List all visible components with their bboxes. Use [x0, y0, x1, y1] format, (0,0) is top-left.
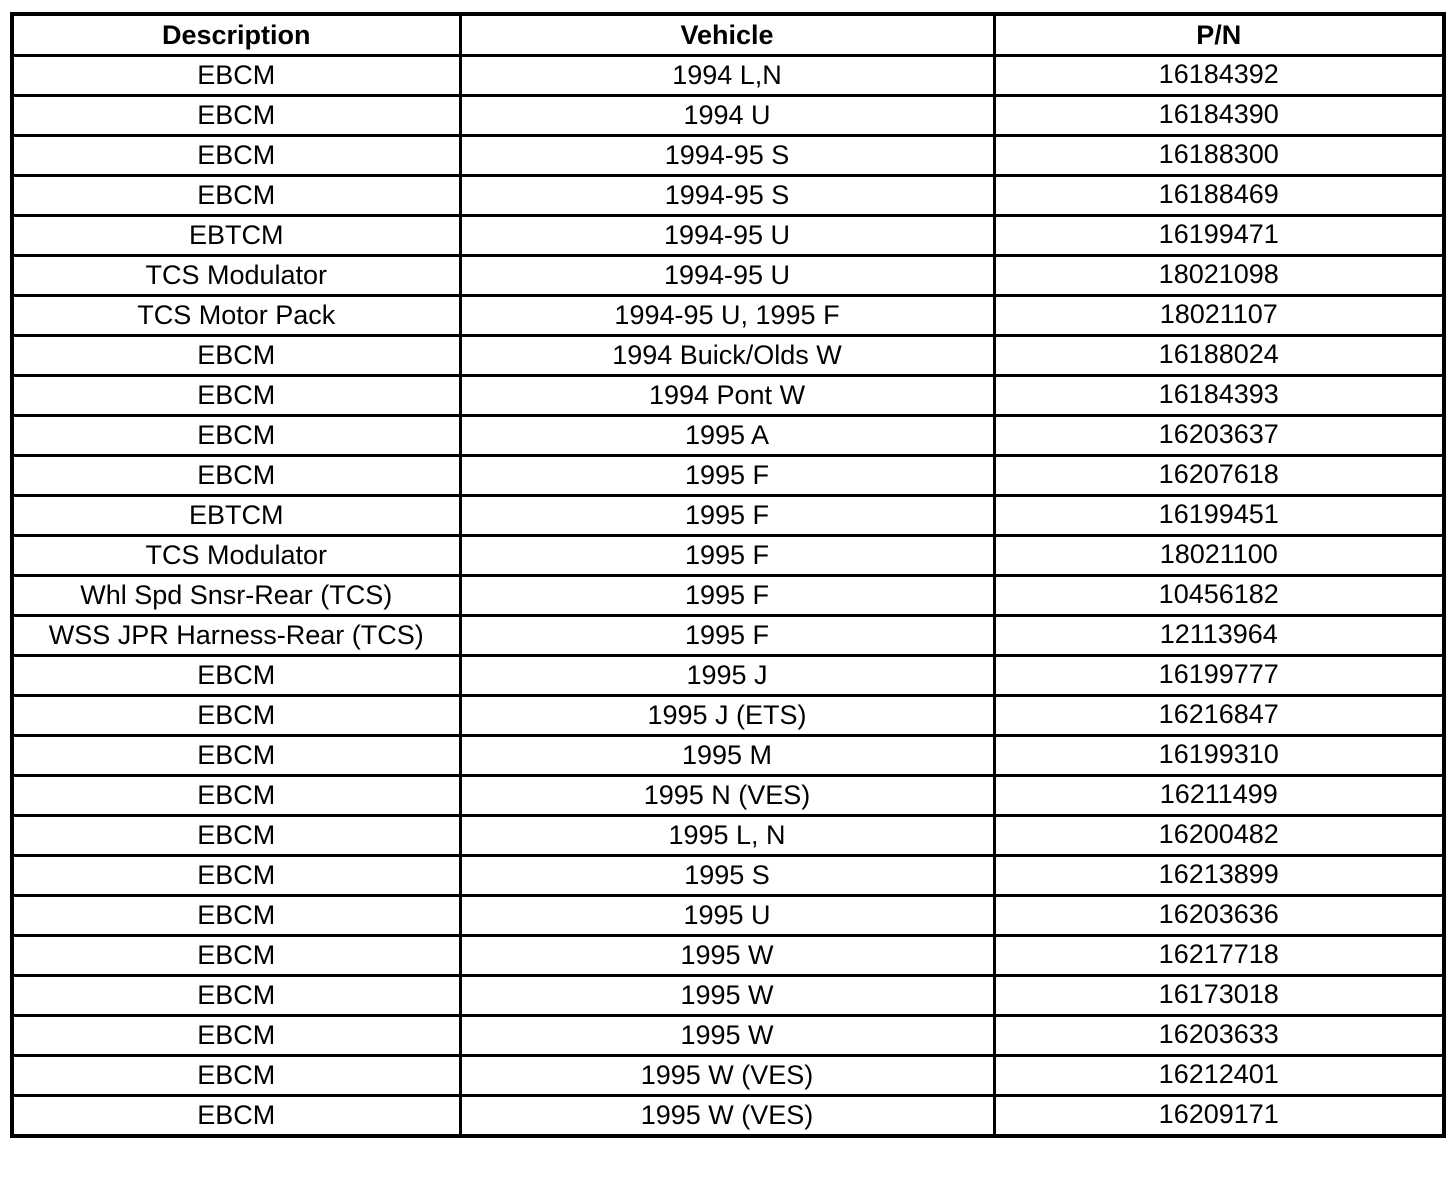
cell-part-number: 16199310 [994, 736, 1444, 776]
cell-description: EBCM [12, 136, 460, 176]
cell-vehicle: 1994-95 U [460, 256, 994, 296]
cell-description: EBCM [12, 696, 460, 736]
table-row [12, 336, 1444, 376]
cell-vehicle: 1995 W [460, 1016, 994, 1056]
cell-vehicle: 1994 Pont W [460, 376, 994, 416]
cell-description: EBCM [12, 376, 460, 416]
table-row [12, 856, 1444, 896]
cell-vehicle: 1995 W (VES) [460, 1096, 994, 1137]
cell-part-number: 10456182 [994, 576, 1444, 616]
cell-vehicle: 1995 U [460, 896, 994, 936]
cell-description: EBTCM [12, 216, 460, 256]
cell-description: EBCM [12, 1016, 460, 1056]
cell-description: EBCM [12, 176, 460, 216]
table-row [12, 376, 1444, 416]
table-row [12, 136, 1444, 176]
parts-table-container [10, 12, 1442, 1138]
cell-description: WSS JPR Harness-Rear (TCS) [12, 616, 460, 656]
cell-description: TCS Modulator [12, 536, 460, 576]
cell-description: EBCM [12, 736, 460, 776]
header-row [12, 14, 1444, 56]
cell-part-number: 16217718 [994, 936, 1444, 976]
cell-part-number: 16188469 [994, 176, 1444, 216]
cell-vehicle: 1995 W [460, 936, 994, 976]
cell-part-number: 18021100 [994, 536, 1444, 576]
cell-description: EBCM [12, 1056, 460, 1096]
table-row [12, 1016, 1444, 1056]
cell-vehicle: 1994-95 S [460, 176, 994, 216]
cell-description: EBCM [12, 56, 460, 96]
cell-vehicle: 1995 W [460, 976, 994, 1016]
header-part-number: P/N [994, 14, 1444, 56]
table-row [12, 1056, 1444, 1096]
cell-vehicle: 1995 A [460, 416, 994, 456]
cell-vehicle: 1994-95 U, 1995 F [460, 296, 994, 336]
cell-part-number: 16211499 [994, 776, 1444, 816]
cell-description: TCS Motor Pack [12, 296, 460, 336]
cell-description: EBCM [12, 856, 460, 896]
cell-vehicle: 1995 L, N [460, 816, 994, 856]
cell-vehicle: 1995 F [460, 536, 994, 576]
cell-part-number: 16199471 [994, 216, 1444, 256]
cell-part-number: 16184390 [994, 96, 1444, 136]
cell-part-number: 16203636 [994, 896, 1444, 936]
cell-part-number: 16209171 [994, 1096, 1444, 1137]
cell-part-number: 16213899 [994, 856, 1444, 896]
table-row [12, 176, 1444, 216]
table-row [12, 56, 1444, 96]
table-row [12, 96, 1444, 136]
table-row [12, 296, 1444, 336]
cell-description: EBCM [12, 336, 460, 376]
table-row [12, 1096, 1444, 1137]
table-row [12, 256, 1444, 296]
table-row [12, 896, 1444, 936]
cell-description: EBCM [12, 656, 460, 696]
cell-description: EBTCM [12, 496, 460, 536]
cell-vehicle: 1995 M [460, 736, 994, 776]
cell-part-number: 12113964 [994, 616, 1444, 656]
cell-description: EBCM [12, 976, 460, 1016]
header-vehicle: Vehicle [460, 14, 994, 56]
table-row [12, 616, 1444, 656]
cell-part-number: 16200482 [994, 816, 1444, 856]
table-row [12, 976, 1444, 1016]
table-body [12, 56, 1444, 1137]
cell-description: EBCM [12, 896, 460, 936]
cell-description: EBCM [12, 1096, 460, 1137]
table-row [12, 816, 1444, 856]
cell-vehicle: 1994 Buick/Olds W [460, 336, 994, 376]
header-description: Description [12, 14, 460, 56]
table-row [12, 576, 1444, 616]
cell-part-number: 16184392 [994, 56, 1444, 96]
cell-part-number: 16212401 [994, 1056, 1444, 1096]
table-row [12, 656, 1444, 696]
table-row [12, 216, 1444, 256]
cell-part-number: 16207618 [994, 456, 1444, 496]
cell-description: Whl Spd Snsr-Rear (TCS) [12, 576, 460, 616]
cell-part-number: 16216847 [994, 696, 1444, 736]
cell-vehicle: 1995 S [460, 856, 994, 896]
table-row [12, 496, 1444, 536]
cell-vehicle: 1995 J (ETS) [460, 696, 994, 736]
table-row [12, 416, 1444, 456]
table-row [12, 936, 1444, 976]
table-row [12, 736, 1444, 776]
cell-vehicle: 1994 U [460, 96, 994, 136]
table-row [12, 696, 1444, 736]
cell-description: EBCM [12, 416, 460, 456]
cell-part-number: 16199451 [994, 496, 1444, 536]
cell-description: EBCM [12, 96, 460, 136]
cell-part-number: 16173018 [994, 976, 1444, 1016]
cell-vehicle: 1994-95 U [460, 216, 994, 256]
table-row [12, 456, 1444, 496]
cell-description: TCS Modulator [12, 256, 460, 296]
cell-part-number: 16188300 [994, 136, 1444, 176]
cell-part-number: 18021107 [994, 296, 1444, 336]
cell-vehicle: 1995 F [460, 576, 994, 616]
cell-vehicle: 1995 N (VES) [460, 776, 994, 816]
table-row [12, 536, 1444, 576]
cell-vehicle: 1994 L,N [460, 56, 994, 96]
cell-vehicle: 1995 W (VES) [460, 1056, 994, 1096]
cell-description: EBCM [12, 816, 460, 856]
cell-part-number: 16203633 [994, 1016, 1444, 1056]
cell-vehicle: 1995 F [460, 616, 994, 656]
cell-description: EBCM [12, 936, 460, 976]
cell-part-number: 16188024 [994, 336, 1444, 376]
cell-description: EBCM [12, 776, 460, 816]
cell-description: EBCM [12, 456, 460, 496]
cell-vehicle: 1995 F [460, 496, 994, 536]
parts-table [10, 12, 1446, 1138]
cell-part-number: 18021098 [994, 256, 1444, 296]
cell-part-number: 16184393 [994, 376, 1444, 416]
cell-vehicle: 1994-95 S [460, 136, 994, 176]
table-header [12, 14, 1444, 56]
cell-part-number: 16199777 [994, 656, 1444, 696]
cell-part-number: 16203637 [994, 416, 1444, 456]
table-row [12, 776, 1444, 816]
cell-vehicle: 1995 F [460, 456, 994, 496]
cell-vehicle: 1995 J [460, 656, 994, 696]
